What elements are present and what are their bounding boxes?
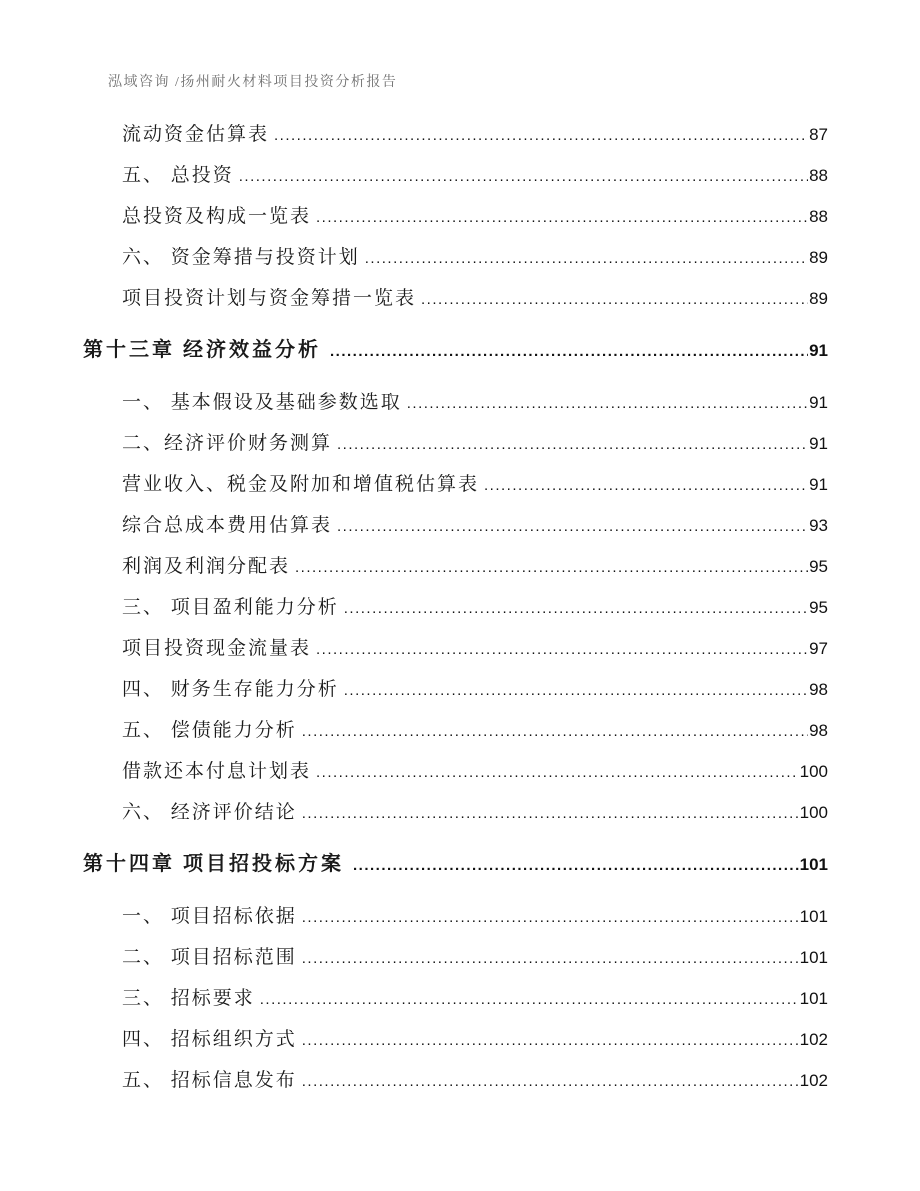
toc-entry-page: 101	[799, 907, 828, 926]
toc-entry-page: 91	[809, 434, 828, 453]
toc-entry[interactable]	[0, 196, 920, 237]
toc-entry-page: 101	[799, 989, 828, 1008]
toc-leader-dots	[344, 588, 808, 628]
toc-leader-dots	[316, 197, 808, 237]
toc-entry[interactable]	[0, 978, 920, 1019]
toc-entry-label: 二、经济评价财务测算	[122, 433, 333, 454]
toc-entry[interactable]	[0, 505, 920, 546]
toc-entry[interactable]	[0, 1060, 920, 1101]
toc-entry-page: 88	[809, 207, 828, 226]
toc-leader-dots	[302, 897, 799, 937]
toc-entry-label: 营业收入、税金及附加和增值税估算表	[122, 474, 480, 495]
toc-entry-page: 91	[809, 341, 828, 360]
toc-entry[interactable]	[0, 937, 920, 978]
toc-entry-label: 四、 招标组织方式	[122, 1029, 297, 1050]
toc-entry-page: 95	[809, 557, 828, 576]
toc-entry[interactable]	[0, 792, 920, 833]
toc-entry[interactable]	[0, 382, 920, 423]
toc-entry-label: 六、 经济评价结论	[122, 802, 297, 823]
toc-entry-label: 第十四章 项目招投标方案	[83, 853, 344, 875]
toc-entry-label: 流动资金估算表	[122, 124, 270, 145]
toc-entry-page: 91	[809, 393, 828, 412]
toc-leader-dots	[302, 711, 808, 751]
toc-entry-label: 三、 项目盈利能力分析	[122, 597, 339, 618]
toc-entry-page: 102	[799, 1030, 828, 1049]
document-header	[88, 55, 397, 107]
toc-entry-page: 91	[809, 475, 828, 494]
toc-entry-label: 综合总成本费用估算表	[122, 515, 333, 536]
toc-entry-page: 95	[809, 598, 828, 617]
toc-entry-page: 101	[799, 948, 828, 967]
toc-entry-page: 97	[809, 639, 828, 658]
toc-entry[interactable]	[0, 155, 920, 196]
toc-leader-dots	[295, 547, 808, 587]
toc-entry[interactable]	[0, 423, 920, 464]
toc-entry-label: 五、 总投资	[122, 165, 234, 186]
toc-leader-dots	[302, 793, 799, 833]
toc-entry-label: 一、 项目招标依据	[122, 906, 297, 927]
toc-entry[interactable]	[0, 546, 920, 587]
toc-entry[interactable]	[0, 669, 920, 710]
toc-leader-dots	[353, 845, 799, 885]
toc-leader-dots	[365, 238, 808, 278]
toc-entry-page: 102	[799, 1071, 828, 1090]
toc-leader-dots	[302, 1061, 799, 1101]
toc-entry[interactable]	[0, 751, 920, 792]
toc-entry[interactable]	[0, 237, 920, 278]
toc-entry-page: 100	[799, 762, 828, 781]
toc-leader-dots	[330, 331, 808, 371]
toc-entry-page: 100	[799, 803, 828, 822]
toc-entry-page: 98	[809, 721, 828, 740]
toc-entry-page: 98	[809, 680, 828, 699]
toc-entry[interactable]	[0, 628, 920, 669]
toc-entry-page: 101	[799, 855, 828, 874]
toc-entry-page: 89	[809, 289, 828, 308]
toc-entry-label: 六、 资金筹措与投资计划	[122, 247, 360, 268]
toc-leader-dots	[421, 279, 808, 319]
toc-entry-label: 借款还本付息计划表	[122, 761, 312, 782]
toc-leader-dots	[274, 115, 808, 155]
toc-entry-label: 五、 招标信息发布	[122, 1070, 297, 1091]
toc-leader-dots	[239, 156, 808, 196]
toc-entry-page: 88	[809, 166, 828, 185]
toc-entry-label: 二、 项目招标范围	[122, 947, 297, 968]
toc-leader-dots	[302, 938, 799, 978]
toc-leader-dots	[260, 979, 799, 1019]
toc-entry-page: 89	[809, 248, 828, 267]
toc-entry-page: 87	[809, 125, 828, 144]
toc-entry[interactable]	[0, 896, 920, 937]
toc-entry-label: 五、 偿债能力分析	[122, 720, 297, 741]
toc-leader-dots	[302, 1020, 799, 1060]
toc-leader-dots	[316, 629, 808, 669]
toc-entry[interactable]	[0, 114, 920, 155]
toc-entry-label: 利润及利润分配表	[122, 556, 291, 577]
toc-entry-label: 第十三章 经济效益分析	[83, 339, 321, 361]
toc-entry[interactable]	[0, 464, 920, 505]
toc-entry[interactable]	[0, 710, 920, 751]
toc-leader-dots	[337, 424, 808, 464]
toc-leader-dots	[337, 506, 808, 546]
toc-entry[interactable]	[0, 587, 920, 628]
toc-entry-label: 总投资及构成一览表	[122, 206, 312, 227]
toc-leader-dots	[407, 383, 808, 423]
toc-entry[interactable]	[0, 1019, 920, 1060]
toc	[0, 114, 920, 1101]
toc-entry-label: 四、 财务生存能力分析	[122, 679, 339, 700]
toc-chapter-entry[interactable]	[0, 330, 920, 371]
toc-leader-dots	[316, 752, 799, 792]
toc-entry-label: 三、 招标要求	[122, 988, 255, 1009]
toc-entry-label: 项目投资现金流量表	[122, 638, 312, 659]
header-text: 泓域咨询 /扬州耐火材料项目投资分析报告	[108, 75, 398, 90]
toc-entry[interactable]	[0, 278, 920, 319]
toc-chapter-entry[interactable]	[0, 844, 920, 885]
toc-leader-dots	[484, 465, 808, 505]
toc-entry-label: 一、 基本假设及基础参数选取	[122, 392, 402, 413]
toc-leader-dots	[344, 670, 808, 710]
toc-entry-label: 项目投资计划与资金筹措一览表	[122, 288, 417, 309]
toc-entry-page: 93	[809, 516, 828, 535]
